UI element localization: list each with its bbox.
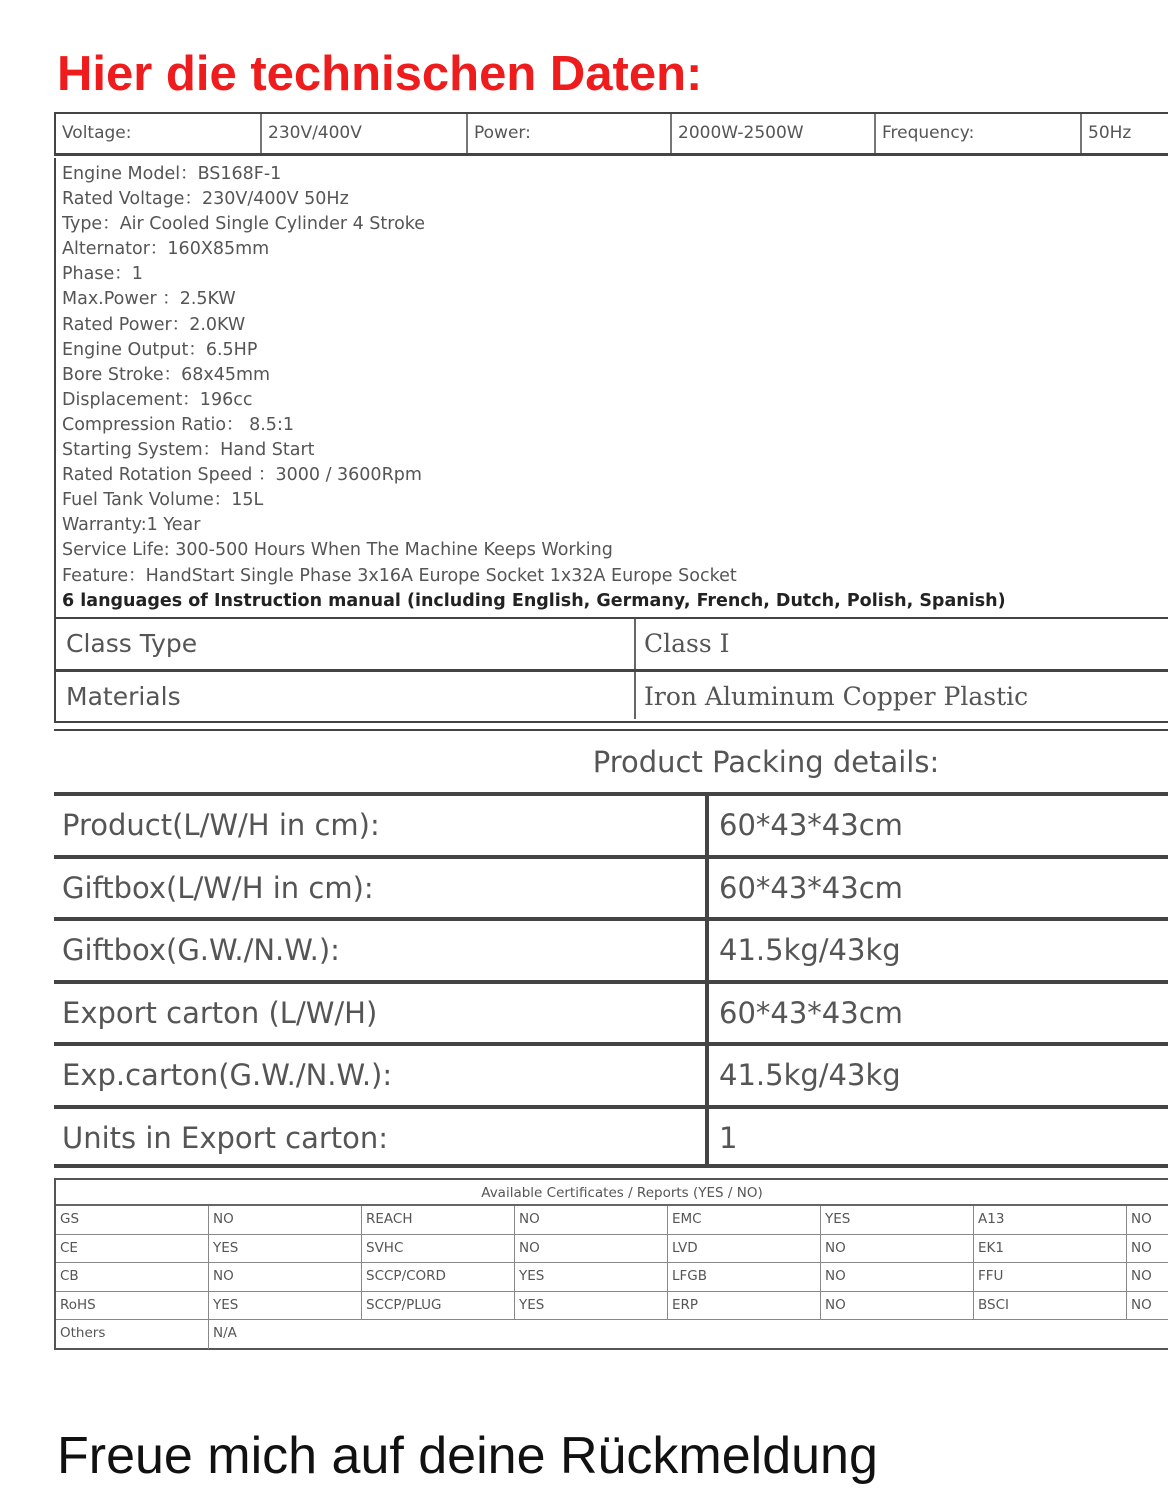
spec-line: Engine Model：BS168F-1: [62, 164, 282, 184]
spec-line: Displacement：196cc: [62, 389, 253, 410]
spec-line: Starting System：Hand Start: [62, 440, 315, 461]
spec-line: Service Life: 300-500 Hours When The Machine Keeps Working: [62, 540, 613, 561]
table-cell: SCCP/PLUG: [362, 1292, 515, 1320]
table-cell: SVHC: [362, 1235, 515, 1263]
materials-value: Iron Aluminum Copper Plastic: [644, 682, 1029, 711]
table-cell: GS: [56, 1206, 209, 1234]
table-row: [56, 1292, 1168, 1321]
frequency-label: Frequency:: [876, 114, 1082, 153]
packing-value: 41.5kg/43kg: [719, 933, 901, 968]
table-row: [56, 669, 1168, 719]
class-type-label: Class Type: [56, 619, 636, 669]
table-row: [54, 980, 1168, 1043]
spec-line: Warranty:1 Year: [62, 515, 201, 536]
electrical-summary-row: [54, 112, 1168, 156]
packing-key: Units in Export carton:: [54, 1109, 709, 1164]
spec-line: Rated Power：2.0KW: [62, 314, 246, 335]
table-cell: NO: [1131, 1296, 1152, 1313]
table-row: [54, 855, 1168, 918]
frequency-value: 50Hz: [1088, 123, 1132, 143]
packing-key: Export carton (L/W/H): [54, 984, 709, 1043]
spec-line: Max.Power ：2.5KW: [62, 289, 236, 310]
materials-label: Materials: [56, 672, 636, 719]
class-type-value: Class I: [644, 629, 730, 658]
table-row: [54, 1042, 1168, 1105]
table-row: [54, 1105, 1168, 1168]
table-cell: NO: [209, 1206, 362, 1234]
footer-note: Freue mich auf deine Rückmeldung: [57, 1427, 878, 1485]
spec-line: Compression Ratio： 8.5:1: [62, 414, 294, 435]
table-cell: EK1: [974, 1235, 1127, 1263]
table-cell: LVD: [668, 1235, 821, 1263]
table-row: [56, 1263, 1168, 1292]
table-cell: YES: [821, 1206, 974, 1234]
table-cell: EMC: [668, 1206, 821, 1234]
table-cell: NO: [209, 1263, 362, 1291]
packing-title: Product Packing details:: [54, 729, 1168, 789]
table-cell: ERP: [668, 1292, 821, 1320]
spec-line: Rated Voltage：230V/400V 50Hz: [62, 189, 349, 210]
table-row: [56, 1320, 1168, 1349]
packing-key: Product(L/W/H in cm):: [54, 796, 709, 855]
table-cell: NO: [1131, 1239, 1152, 1256]
table-cell: REACH: [362, 1206, 515, 1234]
spec-list: [54, 158, 1168, 618]
manual-languages-note: 6 languages of Instruction manual (including English, Germany, French, Dutch, Polish, Spanish): [62, 590, 1006, 611]
power-label: Power:: [468, 114, 672, 153]
spec-line: Rated Rotation Speed ：3000 / 3600Rpm: [62, 465, 422, 486]
packing-table: [54, 792, 1168, 1168]
table-cell: SCCP/CORD: [362, 1263, 515, 1291]
power-value: 2000W-2500W: [672, 114, 876, 153]
table-cell: CB: [56, 1263, 209, 1291]
table-cell: NO: [515, 1235, 668, 1263]
spec-line: Alternator：160X85mm: [62, 239, 270, 260]
packing-value: 60*43*43cm: [719, 995, 903, 1030]
table-cell: NO: [1131, 1211, 1152, 1227]
table-cell: NO: [821, 1263, 974, 1291]
table-row: [56, 619, 1168, 669]
certificates-table: [54, 1178, 1168, 1350]
spec-line: Engine Output：6.5HP: [62, 339, 258, 360]
spec-line: Phase：1: [62, 264, 143, 285]
table-cell: FFU: [974, 1263, 1127, 1291]
others-label: Others: [56, 1320, 209, 1349]
voltage-value: 230V/400V: [262, 114, 468, 153]
packing-value: 60*43*43cm: [719, 808, 903, 842]
packing-key: Giftbox(G.W./N.W.):: [54, 921, 709, 980]
packing-key: Giftbox(L/W/H in cm):: [54, 859, 709, 918]
packing-value: 1: [719, 1120, 738, 1155]
certificates-title: Available Certificates / Reports (YES / NO): [56, 1180, 1168, 1206]
table-cell: YES: [515, 1263, 668, 1291]
class-table: [54, 617, 1168, 723]
table-cell: NO: [515, 1206, 668, 1234]
table-cell: YES: [209, 1292, 362, 1320]
table-row: [56, 1235, 1168, 1264]
table-cell: NO: [1131, 1268, 1152, 1284]
table-cell: BSCI: [974, 1292, 1127, 1320]
page-heading: Hier die technischen Daten:: [57, 47, 703, 101]
voltage-label: Voltage:: [56, 114, 262, 153]
table-row: [54, 792, 1168, 855]
table-cell: YES: [515, 1292, 668, 1320]
table-cell: YES: [209, 1235, 362, 1263]
table-cell: CE: [56, 1235, 209, 1263]
packing-key: Exp.carton(G.W./N.W.):: [54, 1046, 709, 1105]
packing-value: 41.5kg/43kg: [719, 1058, 901, 1093]
spec-line: Fuel Tank Volume：15L: [62, 490, 264, 511]
table-row: [54, 917, 1168, 980]
table-cell: NO: [821, 1235, 974, 1263]
packing-value: 60*43*43cm: [719, 870, 903, 905]
spec-line: Type：Air Cooled Single Cylinder 4 Stroke: [62, 214, 426, 235]
table-cell: A13: [974, 1206, 1127, 1234]
spec-line: Feature：HandStart Single Phase 3x16A Europe Socket 1x32A Europe Socket: [62, 565, 737, 586]
table-cell: LFGB: [668, 1263, 821, 1291]
table-cell: RoHS: [56, 1292, 209, 1320]
table-row: [56, 1206, 1168, 1235]
others-value: N/A: [213, 1325, 237, 1341]
table-cell: NO: [821, 1292, 974, 1320]
spec-line: Bore Stroke：68x45mm: [62, 364, 271, 385]
